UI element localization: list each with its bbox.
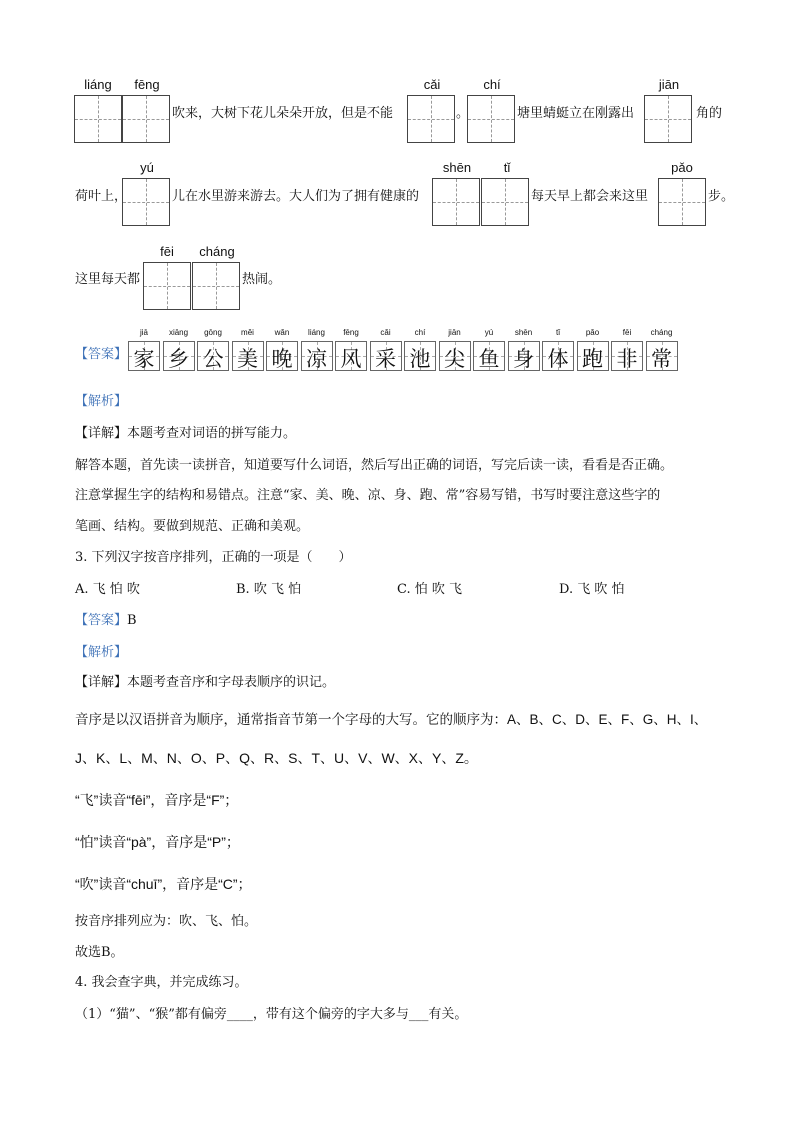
- answer-pinyin: yú: [484, 328, 494, 337]
- answer-cell: [266, 341, 298, 371]
- question-stem: 4. 我会查字典，并完成练习。: [75, 975, 248, 990]
- answer-character: 公: [202, 347, 224, 371]
- answer-character: 美: [237, 347, 258, 371]
- answer-character: 风: [340, 347, 362, 371]
- pinyin-liang: liáng: [84, 77, 112, 92]
- answer-pinyin: pǎo: [585, 328, 600, 337]
- answer-cell: [197, 341, 229, 371]
- paragraph: 注意掌握生字的结构和易错点。注意“家、美、晚、凉、身、跑、常”容易写错，书写时要注意这些字的: [75, 488, 661, 503]
- pinyin-chi: chí: [483, 77, 501, 92]
- answer-pinyin: cháng: [650, 328, 673, 337]
- answer-character: 身: [513, 347, 534, 371]
- writing-box[interactable]: [407, 95, 455, 143]
- answer-pinyin: fēi: [622, 328, 632, 337]
- answer-pinyin: wǎn: [274, 328, 290, 337]
- answer-pinyin: chí: [414, 328, 426, 337]
- answer-cell: [301, 341, 333, 371]
- answer-character: 乡: [168, 347, 189, 371]
- pinyin-feng: fēng: [134, 77, 160, 92]
- pinyin-ti: tǐ: [503, 160, 511, 175]
- answer-character: 非: [616, 347, 638, 371]
- paragraph: 解答本题，首先读一读拼音，知道要写什么词语，然后写出正确的词语，写完后读一读，看看是否正确。: [75, 458, 674, 473]
- writing-box[interactable]: [432, 178, 480, 226]
- answer-pinyin: fēng: [343, 328, 359, 337]
- pinyin-yu: yú: [140, 160, 154, 175]
- answer-pinyin: liáng: [308, 328, 325, 337]
- pinyin-cai: cǎi: [423, 77, 441, 92]
- answer-value: B: [127, 613, 137, 628]
- answer-character: 体: [547, 347, 569, 371]
- answer-character: 凉: [306, 347, 327, 371]
- answer-pinyin: xiāng: [168, 328, 189, 337]
- pinyin-shen: shēn: [442, 160, 472, 175]
- answer-cell: [542, 341, 574, 371]
- pinyin-chang: cháng: [199, 244, 235, 259]
- answer-cell: [611, 341, 643, 371]
- option-b[interactable]: B. 吹 飞 怕: [236, 582, 302, 597]
- detail-text: 【详解】本题考查音序和字母表顺序的识记。: [75, 675, 336, 690]
- paragraph: 故选B。: [75, 945, 124, 960]
- writing-box[interactable]: [122, 178, 170, 226]
- writing-box[interactable]: [481, 178, 529, 226]
- paragraph: 按音序排列应为：吹、飞、怕。: [75, 914, 258, 929]
- writing-box[interactable]: [122, 95, 170, 143]
- analysis-label: 【解析】: [75, 645, 128, 660]
- paragraph: “怕”读音“pà”，音序是“P”；: [75, 834, 240, 850]
- sentence-text: 步。: [708, 189, 735, 204]
- sentence-text: 塘里蜻蜓立在刚露出: [517, 106, 635, 121]
- pinyin-jian: jiān: [658, 77, 680, 92]
- answer-character: 采: [375, 347, 396, 371]
- answer-pinyin: jiān: [448, 328, 461, 337]
- answer-cell: [232, 341, 264, 371]
- sentence-text: 吹来，大树下花儿朵朵开放，但是不能: [172, 106, 394, 121]
- sentence-text: 。: [456, 106, 470, 121]
- answer-character: 尖: [444, 347, 465, 371]
- answer-character: 晚: [271, 347, 293, 371]
- answer-pinyin: shēn: [514, 328, 533, 337]
- sentence-text: 每天早上都会来这里: [531, 189, 649, 204]
- writing-box[interactable]: [467, 95, 515, 143]
- option-d[interactable]: D. 飞 吹 怕: [559, 582, 625, 597]
- sentence-text: 这里每天都: [75, 272, 141, 287]
- answer-text: [75, 609, 137, 628]
- answer-cell: [473, 341, 505, 371]
- detail-text: 【详解】本题考查对词语的拼写能力。: [75, 426, 297, 441]
- answer-pinyin: gōng: [204, 328, 222, 337]
- sentence-text: 角的: [696, 106, 723, 121]
- analysis-label: 【解析】: [75, 394, 128, 409]
- answer-character: 常: [651, 347, 672, 371]
- writing-box[interactable]: [658, 178, 706, 226]
- answer-label: 【答案】: [75, 613, 128, 628]
- answer-pinyin: měi: [241, 328, 254, 337]
- answer-cell: [163, 341, 195, 371]
- answer-cell: [128, 341, 160, 371]
- answer-pinyin: cǎi: [380, 328, 391, 337]
- answer-cell: [577, 341, 609, 371]
- answer-label: 【答案】: [75, 347, 128, 362]
- paragraph: 笔画、结构。要做到规范、正确和美观。: [75, 519, 310, 534]
- answer-pinyin: tǐ: [556, 328, 560, 337]
- answer-cell: [370, 341, 402, 371]
- paragraph: “飞”读音“fēi”，音序是“F”；: [75, 792, 239, 808]
- writing-box[interactable]: [644, 95, 692, 143]
- answer-cell: [439, 341, 471, 371]
- pinyin-pao: pǎo: [671, 160, 693, 175]
- writing-box[interactable]: [192, 262, 240, 310]
- pinyin-fei: fēi: [160, 244, 174, 259]
- answer-cell: [335, 341, 367, 371]
- sub-question: （1）“猫”、“猴”都有偏旁____，带有这个偏旁的字大多与___有关。: [75, 1007, 468, 1022]
- answer-pinyin: jiā: [139, 328, 148, 337]
- answer-character: 池: [409, 347, 431, 371]
- sentence-text: 儿在水里游来游去。大人们为了拥有健康的: [172, 189, 420, 204]
- writing-box[interactable]: [143, 262, 191, 310]
- answer-character: 跑: [582, 347, 603, 371]
- paragraph: “吹”读音“chuī”，音序是“C”；: [75, 876, 252, 892]
- answer-character: 家: [133, 347, 155, 371]
- answer-cell: [508, 341, 540, 371]
- sentence-text: 热闹。: [242, 272, 282, 287]
- writing-box[interactable]: [74, 95, 122, 143]
- paragraph: 音序是以汉语拼音为顺序，通常指音节第一个字母的大写。它的顺序为：A、B、C、D、E、F、G、H、I、: [75, 712, 708, 727]
- sentence-text: 荷叶上，: [75, 189, 128, 204]
- option-c[interactable]: C. 怕 吹 飞: [397, 582, 463, 597]
- paragraph: J、K、L、M、N、O、P、Q、R、S、T、U、V、W、X、Y、Z。: [75, 750, 478, 766]
- question-stem: 3. 下列汉字按音序排列，正确的一项是（ ）: [75, 550, 352, 565]
- answer-cell: [646, 341, 678, 371]
- answer-character: 鱼: [478, 347, 500, 371]
- answer-cell: [404, 341, 436, 371]
- option-a[interactable]: A. 飞 怕 吹: [75, 582, 140, 597]
